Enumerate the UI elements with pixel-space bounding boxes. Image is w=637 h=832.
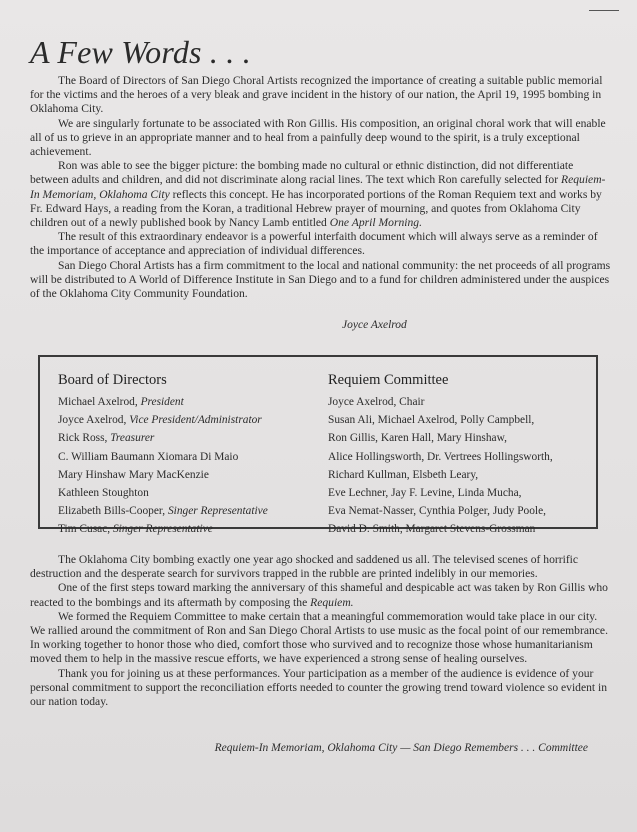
intro-paragraph: The result of this extraordinary endeavor is a powerful interfaith document which will always serve as a reminder of the importance of acceptance and appreciation of individual differences.	[30, 230, 598, 258]
board-member: Tim Cusac, Singer Representative	[58, 523, 213, 536]
board-member: Mary Hinshaw Mary MacKenzie	[58, 468, 209, 481]
board-member: Kathleen Stoughton	[58, 487, 149, 500]
requiem-title: Requiem-In Memoriam, Oklahoma City	[30, 173, 606, 201]
board-title: Board of Directors	[58, 372, 167, 388]
intro-paragraph: San Diego Choral Artists has a firm commitment to the local and national community: the net proceeds of all programs will be distributed to A World of Difference Institute in San Diego and to a fund for children administered under the auspices of the Oklahoma City Community Foundation.	[30, 258, 611, 301]
board-member: Elizabeth Bills-Cooper, Singer Representative	[58, 505, 268, 518]
board-member: Michael Axelrod, President	[58, 396, 184, 408]
board-member: Joyce Axelrod, Vice President/Administrator	[58, 414, 262, 427]
committee-column	[328, 372, 553, 539]
committee-member: Ron Gillis, Karen Hall, Mary Hinshaw,	[328, 432, 507, 445]
book-title: One April Morning.	[329, 216, 422, 230]
credits-box	[38, 355, 598, 536]
outro-section	[30, 553, 612, 709]
page-heading: A Few Words . . .	[30, 34, 251, 70]
outro-paragraph: The Oklahoma City bombing exactly one year ago shocked and saddened us all. The televised scenes of horrific destruction and the desperate search for survivors trapped in the rubble are printed indelibly in our memories.	[30, 553, 579, 581]
corner-mark	[589, 10, 619, 11]
committee-member: Joyce Axelrod, Chair	[328, 396, 425, 408]
outro-paragraph: One of the first steps toward marking the anniversary of this shameful and despicable act was taken by Ron Gillis who reacted to the bombings and its aftermath by composing the Requiem.	[30, 581, 608, 609]
signature: Joyce Axelrod	[342, 319, 407, 331]
committee-member: Eva Nemat-Nasser, Cynthia Polger, Judy Poole,	[328, 505, 547, 518]
board-member: Rick Ross, Treasurer	[58, 432, 155, 445]
committee-member: David D. Smith, Margaret Stevens-Grossman	[328, 523, 536, 536]
outro-paragraph: We formed the Requiem Committee to make certain that a meaningful commemoration would take place in our city. We rallied around the commitment of Ron and San Diego Choral Artists to use music as the focal point of our remembrance. In working together to honor those who died, comfort those who survived and to recognize those whose humanitarianism moved them to help in the massive rescue efforts, we have experienced a strong sense of healing ourselves.	[30, 609, 608, 666]
board-column	[58, 372, 268, 539]
committee-member: Susan Ali, Michael Axelrod, Polly Campbell,	[328, 414, 535, 427]
committee-title: Requiem Committee	[328, 372, 449, 388]
para3-text-start: Ron was able to see the bigger picture: the bombing made no cultural or ethnic distinction, did not differentiate between adults and children, and did not discriminate along racial lines. The text which Ron carefully selected for	[30, 159, 574, 187]
footer-attribution: Requiem-In Memoriam, Oklahoma City — San Diego Remembers . . . Committee	[214, 742, 588, 754]
intro-paragraph	[30, 159, 612, 230]
intro-section	[30, 74, 612, 301]
committee-member: Eve Lechner, Jay F. Levine, Linda Mucha,	[328, 487, 522, 500]
committee-member: Alice Hollingsworth, Dr. Vertrees Hollingsworth,	[328, 450, 553, 463]
requiem-word: Requiem.	[310, 595, 354, 609]
committee-member: Richard Kullman, Elsbeth Leary,	[328, 468, 479, 481]
board-member: C. William Baumann Xiomara Di Maio	[58, 450, 239, 463]
intro-paragraph: The Board of Directors of San Diego Choral Artists recognized the importance of creating a suitable public memorial for the victims and the heroes of a very bleak and grave incident in the history of our nation, the April 19, 1995 bombing in Oklahoma City.	[30, 74, 603, 116]
para3-text-continued: reflects this concept. He has incorporated portions of the Roman Requiem text and works by Fr. Edward Hays, a reading from the Koran, a traditional Hebrew prayer of mourning, and quotes from Oklahoma City children out of a newly published book by Nancy Lamb entitled	[30, 187, 602, 230]
outro-paragraph: Thank you for joining us at these performances. Your participation as a member of the audience is evidence of your personal commitment to support the reconciliation efforts needed to counter the growing trend toward violence so evident in our nation today.	[30, 666, 608, 709]
intro-paragraph: We are singularly fortunate to be associated with Ron Gillis. His composition, an original choral work that will enable all of us to grieve in an appropriate manner and to heal from a painfully deep wound to the spirit, is a truly exceptional achievement.	[30, 116, 606, 159]
